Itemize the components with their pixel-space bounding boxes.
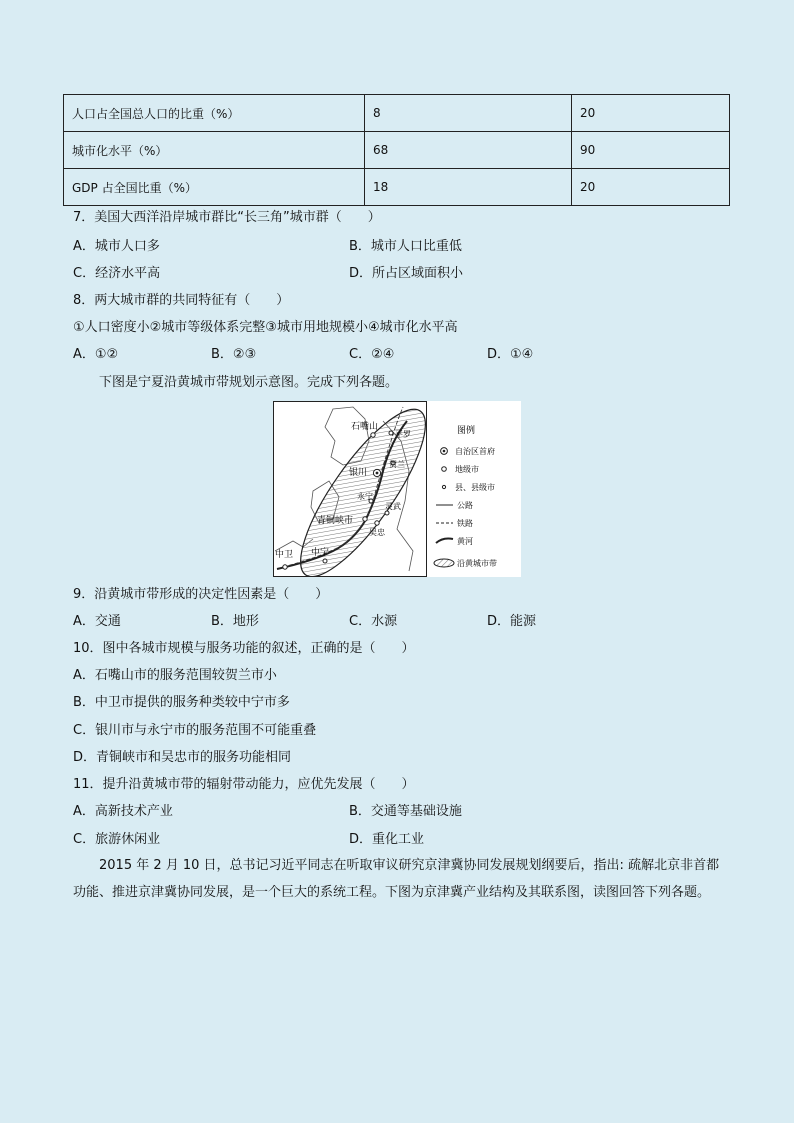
- table-cell: 18: [365, 169, 572, 206]
- question-8-items: ①人口密度小②城市等级体系完整③城市用地规模小④城市化水平高: [73, 320, 458, 335]
- question-8-option-a: A．①②: [73, 347, 119, 362]
- question-9-option-b: B．地形: [211, 614, 259, 629]
- legend-railway: 铁路: [457, 519, 473, 528]
- question-11-option-a: A．高新技术产业: [73, 804, 173, 819]
- question-11-option-c: C．旅游休闲业: [73, 832, 161, 847]
- question-10-option-a: A．石嘴山市的服务范围较贺兰市小: [73, 668, 277, 683]
- question-7-option-c: C．经济水平高: [73, 266, 161, 281]
- question-9-option-c: C．水源: [349, 614, 398, 629]
- question-10-option-b: B．中卫市提供的服务种类较中宁市多: [73, 695, 290, 710]
- legend-prefecture: 地级市: [455, 465, 479, 474]
- table-row: [64, 132, 730, 169]
- question-7-stem: 7．美国大西洋沿岸城市群比“长三角”城市群（ ）: [73, 210, 381, 225]
- legend-river-icon: [436, 539, 453, 544]
- question-8-option-c: C．②④: [349, 347, 395, 362]
- city-marker: [375, 521, 379, 525]
- question-7-option-b: B．城市人口比重低: [349, 239, 462, 254]
- city-marker: [385, 511, 389, 515]
- question-10-option-d: D．青铜峡市和吴忠市的服务功能相同: [73, 750, 292, 765]
- table-cell: 68: [365, 132, 572, 169]
- city-label-yongning: 永宁: [357, 492, 373, 501]
- question-7-option-d: D．所占区域面积小: [349, 266, 464, 281]
- next-section-intro: 2015 年 2 月 10 日，总书记习近平同志在听取审议研究京津冀协同发展规划纲要后，指出: 疏解北京非首都功能、推进京津冀协同发展，是一个巨大的系统工程。下图为京津冀产业结构及其联系图，读图回答下列各题。: [73, 858, 720, 900]
- city-marker: [323, 559, 327, 563]
- question-11-stem: 11．提升沿黄城市带的辐射带动能力，应优先发展（ ）: [73, 777, 415, 792]
- city-label-zhongwei: 中卫: [275, 550, 294, 560]
- table-cell: 20: [572, 95, 730, 132]
- legend-capital: 自治区首府: [455, 447, 495, 456]
- table-cell: 人口占全国总人口的比重（%）: [64, 95, 365, 132]
- city-label-wuzhong: 吴忠: [369, 528, 385, 537]
- question-8-stem: 8．两大城市群的共同特征有（ ）: [73, 293, 290, 308]
- city-label-zhongning: 中宁: [311, 548, 330, 558]
- legend-river: 黄河: [457, 537, 473, 546]
- map-intro: 下图是宁夏沿黄城市带规划示意图。完成下列各题。: [99, 375, 399, 390]
- city-label-lingwu: 灵武: [385, 502, 401, 511]
- question-9-option-a: A．交通: [73, 614, 121, 629]
- legend-prefecture-icon: [442, 467, 447, 472]
- legend-county-icon: [442, 485, 445, 488]
- city-marker: [363, 517, 367, 521]
- table-cell: 城市化水平（%）: [64, 132, 365, 169]
- table-row: [64, 169, 730, 206]
- statistics-table: [63, 94, 730, 206]
- map-svg: [273, 401, 521, 577]
- city-label-helan: 贺兰: [389, 460, 405, 469]
- table-row: [64, 95, 730, 132]
- city-label-qingtongxia: 青铜峡市: [317, 516, 354, 526]
- table-cell: 20: [572, 169, 730, 206]
- table-cell: 8: [365, 95, 572, 132]
- question-7-option-a: A．城市人口多: [73, 239, 160, 254]
- city-label-pingluo: 平罗: [395, 430, 411, 439]
- question-10-option-c: C．银川市与永宁市的服务范围不可能重叠: [73, 723, 317, 738]
- legend-county: 县、县级市: [455, 483, 495, 492]
- legend-title: 图例: [457, 426, 476, 436]
- capital-marker-dot: [376, 472, 379, 475]
- legend-belt: 沿黄城市带: [457, 559, 497, 568]
- question-11-option-b: B．交通等基础设施: [349, 804, 462, 819]
- question-8-option-b: B．②③: [211, 347, 257, 362]
- ningxia-city-belt-map: [273, 401, 521, 577]
- city-marker: [389, 431, 393, 435]
- question-9-option-d: D．能源: [487, 614, 537, 629]
- city-label-shizuishan: 石嘴山: [351, 422, 379, 432]
- city-marker: [283, 565, 287, 569]
- table-cell: GDP 占全国比重（%）: [64, 169, 365, 206]
- legend-road: 公路: [457, 501, 473, 510]
- table-cell: 90: [572, 132, 730, 169]
- question-10-stem: 10．图中各城市规模与服务功能的叙述，正确的是（ ）: [73, 641, 415, 656]
- question-8-option-d: D．①④: [487, 347, 534, 362]
- city-marker: [371, 433, 375, 437]
- city-label-yinchuan: 银川: [349, 468, 368, 478]
- question-9-stem: 9．沿黄城市带形成的决定性因素是（ ）: [73, 587, 329, 602]
- map-legend: [434, 424, 497, 568]
- question-11-option-d: D．重化工业: [349, 832, 425, 847]
- legend-belt-icon: [434, 559, 454, 567]
